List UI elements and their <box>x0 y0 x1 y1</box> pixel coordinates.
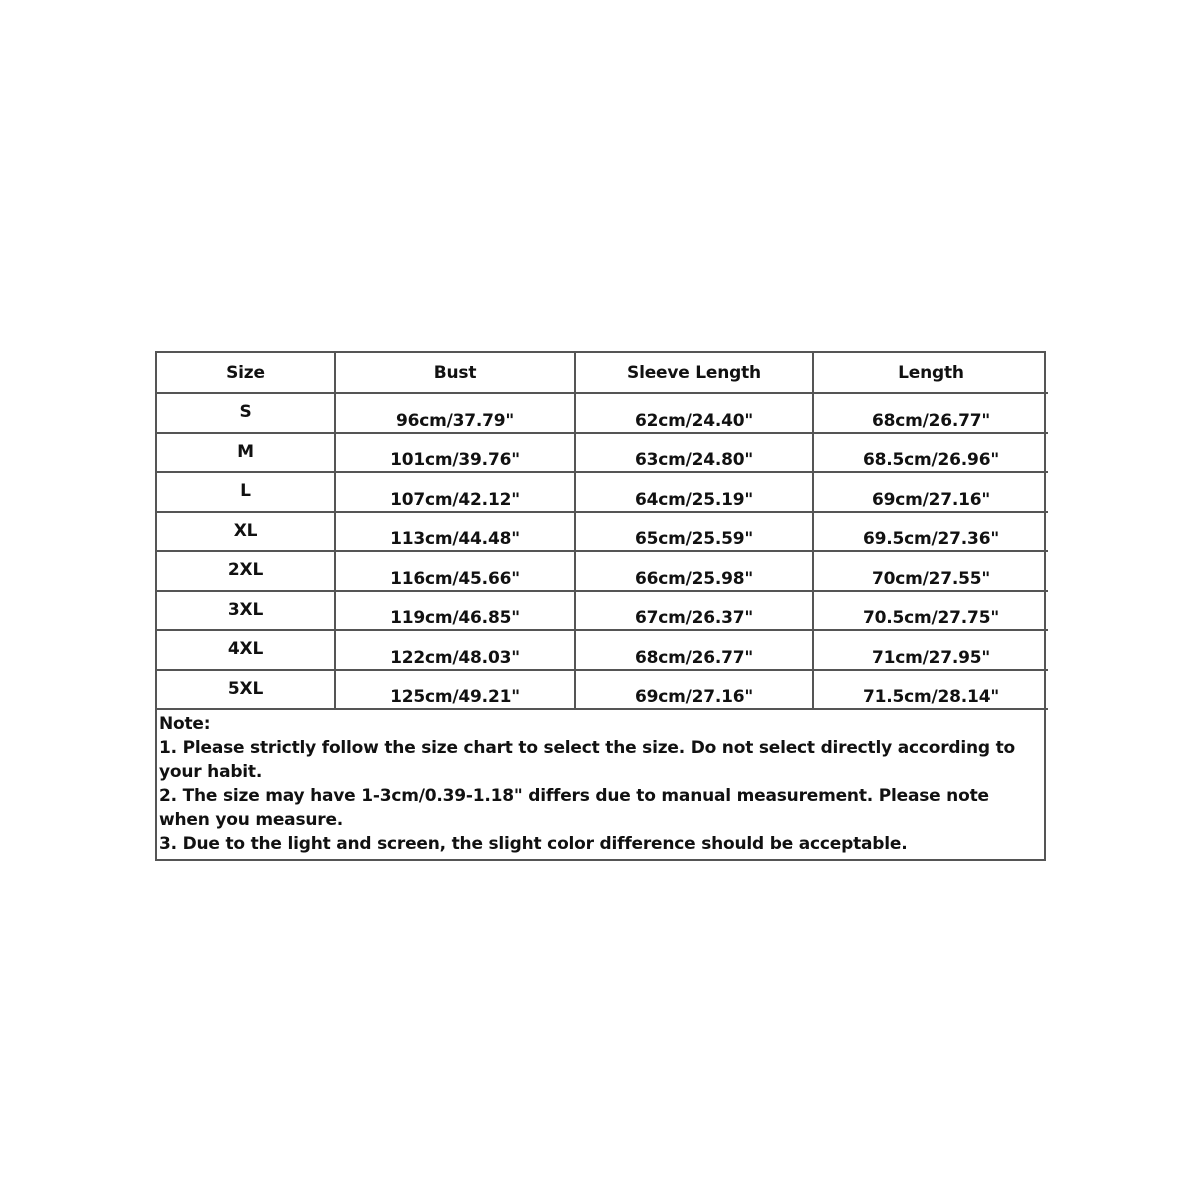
sleeve-length-cell: 63cm/24.80" <box>575 433 813 473</box>
header-size: Size <box>157 353 335 393</box>
length-cell: 68cm/26.77" <box>813 393 1048 433</box>
note-item: 1. Please strictly follow the size chart to select the size. Do not select directly according to your habit. <box>159 738 1015 782</box>
sleeve-length-cell: 67cm/26.37" <box>575 591 813 631</box>
length-cell: 71cm/27.95" <box>813 630 1048 670</box>
note-item: 2. The size may have 1-3cm/0.39-1.18" differs due to manual measurement. Please note when you measure. <box>159 786 989 830</box>
bust-cell: 113cm/44.48" <box>335 512 575 552</box>
sleeve-length-cell: 69cm/27.16" <box>575 670 813 710</box>
table-header-row <box>157 353 1048 393</box>
size-cell: 2XL <box>157 551 335 591</box>
sleeve-length-cell: 64cm/25.19" <box>575 472 813 512</box>
size-table <box>157 353 1048 710</box>
header-length: Length <box>813 353 1048 393</box>
size-cell: 5XL <box>157 670 335 710</box>
bust-cell: 101cm/39.76" <box>335 433 575 473</box>
length-cell: 71.5cm/28.14" <box>813 670 1048 710</box>
size-cell: XL <box>157 512 335 552</box>
sleeve-length-cell: 68cm/26.77" <box>575 630 813 670</box>
bust-cell: 116cm/45.66" <box>335 551 575 591</box>
table-row <box>157 551 1048 591</box>
length-cell: 69.5cm/27.36" <box>813 512 1048 552</box>
table-row <box>157 670 1048 710</box>
size-cell: L <box>157 472 335 512</box>
table-row <box>157 630 1048 670</box>
sleeve-length-cell: 62cm/24.40" <box>575 393 813 433</box>
table-row <box>157 512 1048 552</box>
size-cell: M <box>157 433 335 473</box>
table-row <box>157 472 1048 512</box>
table-row <box>157 433 1048 473</box>
length-cell: 70cm/27.55" <box>813 551 1048 591</box>
length-cell: 69cm/27.16" <box>813 472 1048 512</box>
header-sleeve-length: Sleeve Length <box>575 353 813 393</box>
note-item: 3. Due to the light and screen, the slight color difference should be acceptable. <box>159 834 908 854</box>
bust-cell: 125cm/49.21" <box>335 670 575 710</box>
sleeve-length-cell: 65cm/25.59" <box>575 512 813 552</box>
size-note <box>157 710 1044 859</box>
size-cell: S <box>157 393 335 433</box>
note-title: Note: <box>159 714 211 734</box>
sleeve-length-cell: 66cm/25.98" <box>575 551 813 591</box>
length-cell: 70.5cm/27.75" <box>813 591 1048 631</box>
bust-cell: 96cm/37.79" <box>335 393 575 433</box>
table-row <box>157 591 1048 631</box>
size-chart <box>155 351 1046 861</box>
size-cell: 4XL <box>157 630 335 670</box>
bust-cell: 107cm/42.12" <box>335 472 575 512</box>
header-bust: Bust <box>335 353 575 393</box>
table-row <box>157 393 1048 433</box>
bust-cell: 119cm/46.85" <box>335 591 575 631</box>
length-cell: 68.5cm/26.96" <box>813 433 1048 473</box>
size-cell: 3XL <box>157 591 335 631</box>
bust-cell: 122cm/48.03" <box>335 630 575 670</box>
